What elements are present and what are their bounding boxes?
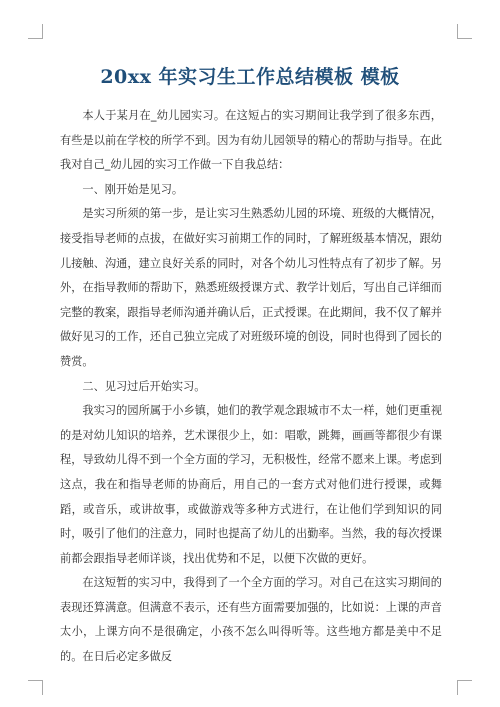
paragraph-section-1: 是实习所须的第一步，是让实习生熟悉幼儿园的环境、班级的大概情况，接受指导老师的点拔，在做好实习前期工作的同时，了解班级基本情况，跟幼儿接触、沟通，建立良好关系的同时，对各个幼儿习性特点有了初步了解。另外，在指导教师的帮助下，熟悉班级授课方式、教学计划后，写出自己详细而完整的教案，跟指导老师沟通并确认后，正式授课。在此期间，我不仅了解并做好见习的工作，还自己独立完成了对班级环境的创设，同时也得到了园长的赞赏。 xyxy=(60,207,442,368)
crop-mark-bottom-right xyxy=(458,680,472,681)
document-title: 20xx 年实习生工作总结模板 模板 xyxy=(100,66,400,88)
paragraph-summary: 在这短暂的实习中，我得到了一个全方面的学习。对自己在这实习期间的表现还算满意。但满意不表示，还有些方面需要加强的，比如说：上课的声音太小，上课方向不是很确定，小孩不怎么叫得听等。这些地方都是美中不足的。在日后必定多做反 xyxy=(60,576,442,664)
crop-mark-top-left xyxy=(42,24,43,39)
crop-mark-top-left xyxy=(28,38,42,39)
crop-mark-top-right xyxy=(457,24,458,39)
paragraph-section-2: 我实习的园所属于小乡镇，她们的教学观念跟城市不太一样，她们更重视的是对幼儿知识的培养，艺术课很少上，如：唱歌，跳舞，画画等都很少有课程，导致幼儿得不到一个全方面的学习，无积极性，经常不愿来上课。考虑到这点，我在和指导老师的协商后，用自己的一套方式对他们进行授课，或舞蹈，或音乐，或讲故事，或做游戏等多种方式进行，在让他们学到知识的同时，吸引了他们的注意力，同时也提高了幼儿的出勤率。当然，我的每次授课前都会跟指导老师详谈，找出优势和不足，以便下次做的更好。 xyxy=(60,404,442,565)
crop-mark-bottom-left xyxy=(28,680,42,681)
crop-mark-top-right xyxy=(458,38,472,39)
document-body xyxy=(60,104,442,670)
paragraph-intro: 本人于某月在_幼儿园实习。在这短占的实习期间让我学到了很多东西，有些是以前在学校的所学不到。因为有幼儿园领导的精心的帮助与指导。在此我对自己_幼儿园的实习工作做一下自我总结： xyxy=(60,109,442,172)
crop-mark-bottom-right xyxy=(457,680,458,695)
crop-mark-bottom-left xyxy=(42,680,43,695)
section-heading-2: 二、见习过后开始实习。 xyxy=(82,379,206,393)
section-heading-1: 一、刚开始是见习。 xyxy=(82,182,184,196)
